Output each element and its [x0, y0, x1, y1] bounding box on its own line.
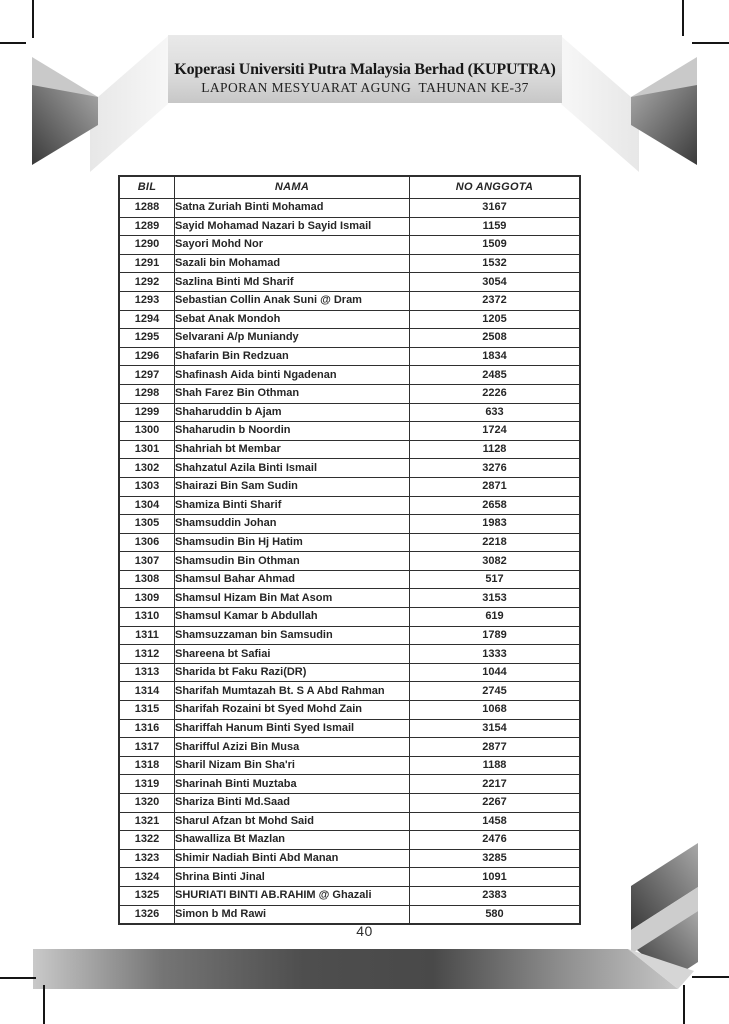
no-anggota-cell: 2508: [410, 329, 581, 348]
bil-cell: 1307: [119, 552, 175, 571]
bil-cell: 1313: [119, 663, 175, 682]
table-row: [119, 775, 580, 794]
bil-cell: 1322: [119, 831, 175, 850]
table-row: [119, 347, 580, 366]
bil-cell: 1291: [119, 254, 175, 273]
org-title: Koperasi Universiti Putra Malaysia Berhad (KUPUTRA): [174, 61, 556, 79]
nama-cell: Shamsul Hizam Bin Mat Asom: [175, 589, 410, 608]
table-row: [119, 849, 580, 868]
table-row: [119, 236, 580, 255]
table-row: [119, 422, 580, 441]
bil-cell: 1295: [119, 329, 175, 348]
no-anggota-cell: 2745: [410, 682, 581, 701]
table-row: [119, 459, 580, 478]
no-anggota-cell: 2383: [410, 886, 581, 905]
col-header-bil: BIL: [119, 176, 175, 199]
nama-cell: Shimir Nadiah Binti Abd Manan: [175, 849, 410, 868]
bil-cell: 1301: [119, 440, 175, 459]
bil-cell: 1297: [119, 366, 175, 385]
bil-cell: 1324: [119, 868, 175, 887]
table-row: [119, 794, 580, 813]
no-anggota-cell: 1834: [410, 347, 581, 366]
nama-cell: Sharul Afzan bt Mohd Said: [175, 812, 410, 831]
bil-cell: 1321: [119, 812, 175, 831]
member-table-header: [119, 176, 580, 199]
bil-cell: 1293: [119, 291, 175, 310]
col-header-nama: NAMA: [175, 176, 410, 199]
table-row: [119, 738, 580, 757]
crop-mark: [0, 977, 36, 979]
nama-cell: Sharifful Azizi Bin Musa: [175, 738, 410, 757]
nama-cell: Sebastian Collin Anak Suni @ Dram: [175, 291, 410, 310]
table-row: [119, 589, 580, 608]
bil-cell: 1303: [119, 477, 175, 496]
no-anggota-cell: 2226: [410, 384, 581, 403]
header-banner: [168, 35, 562, 103]
nama-cell: Shaharudin b Noordin: [175, 422, 410, 441]
table-row: [119, 663, 580, 682]
header-chevron-left-top: [32, 57, 98, 125]
table-row: [119, 626, 580, 645]
nama-cell: Shamsuzzaman bin Samsudin: [175, 626, 410, 645]
table-row: [119, 515, 580, 534]
nama-cell: Shairazi Bin Sam Sudin: [175, 477, 410, 496]
nama-cell: Shahriah bt Membar: [175, 440, 410, 459]
no-anggota-cell: 1205: [410, 310, 581, 329]
nama-cell: Shawalliza Bt Mazlan: [175, 831, 410, 850]
no-anggota-cell: 2658: [410, 496, 581, 515]
member-table-body: [119, 199, 580, 925]
bil-cell: 1312: [119, 645, 175, 664]
bil-cell: 1310: [119, 608, 175, 627]
table-row: [119, 552, 580, 571]
no-anggota-cell: 2218: [410, 533, 581, 552]
nama-cell: Shah Farez Bin Othman: [175, 384, 410, 403]
nama-cell: Simon b Md Rawi: [175, 905, 410, 924]
footer-band: [33, 949, 678, 989]
bil-cell: 1298: [119, 384, 175, 403]
bil-cell: 1308: [119, 570, 175, 589]
table-row: [119, 217, 580, 236]
crop-mark: [692, 976, 729, 978]
no-anggota-cell: 2476: [410, 831, 581, 850]
no-anggota-cell: 2877: [410, 738, 581, 757]
member-table: [118, 175, 581, 925]
bil-cell: 1305: [119, 515, 175, 534]
no-anggota-cell: 3153: [410, 589, 581, 608]
nama-cell: Shariffah Hanum Binti Syed Ismail: [175, 719, 410, 738]
no-anggota-cell: 580: [410, 905, 581, 924]
table-row: [119, 254, 580, 273]
bil-cell: 1319: [119, 775, 175, 794]
no-anggota-cell: 2267: [410, 794, 581, 813]
crop-mark: [43, 985, 45, 1024]
no-anggota-cell: 1789: [410, 626, 581, 645]
no-anggota-cell: 1983: [410, 515, 581, 534]
header-ribbon-left: [90, 36, 168, 172]
no-anggota-cell: 2217: [410, 775, 581, 794]
table-row: [119, 756, 580, 775]
nama-cell: Shamsul Kamar b Abdullah: [175, 608, 410, 627]
nama-cell: Shamsudin Bin Othman: [175, 552, 410, 571]
header-chevron-right-bottom: [631, 85, 697, 165]
header-chevron-right-top: [631, 57, 697, 125]
bil-cell: 1323: [119, 849, 175, 868]
nama-cell: Shamsul Bahar Ahmad: [175, 570, 410, 589]
no-anggota-cell: 2372: [410, 291, 581, 310]
crop-mark: [692, 42, 729, 44]
crop-mark: [32, 0, 34, 38]
table-row: [119, 868, 580, 887]
crop-mark: [682, 0, 684, 36]
nama-cell: Selvarani A/p Muniandy: [175, 329, 410, 348]
no-anggota-cell: 1091: [410, 868, 581, 887]
no-anggota-cell: 2871: [410, 477, 581, 496]
table-row: [119, 310, 580, 329]
table-row: [119, 533, 580, 552]
nama-cell: Sayori Mohd Nor: [175, 236, 410, 255]
bil-cell: 1325: [119, 886, 175, 905]
crop-mark: [683, 985, 685, 1024]
nama-cell: Shariza Binti Md.Saad: [175, 794, 410, 813]
table-row: [119, 570, 580, 589]
nama-cell: Shamsuddin Johan: [175, 515, 410, 534]
table-row: [119, 403, 580, 422]
footer-fold-upper: [631, 843, 698, 930]
nama-cell: Shafarin Bin Redzuan: [175, 347, 410, 366]
table-row: [119, 366, 580, 385]
no-anggota-cell: 1458: [410, 812, 581, 831]
bil-cell: 1317: [119, 738, 175, 757]
footer-fold-light: [631, 887, 698, 954]
bil-cell: 1304: [119, 496, 175, 515]
table-row: [119, 496, 580, 515]
bil-cell: 1320: [119, 794, 175, 813]
nama-cell: Sharifah Rozaini bt Syed Mohd Zain: [175, 701, 410, 720]
no-anggota-cell: 1333: [410, 645, 581, 664]
bil-cell: 1290: [119, 236, 175, 255]
table-row: [119, 329, 580, 348]
no-anggota-cell: 3167: [410, 199, 581, 218]
no-anggota-cell: 1509: [410, 236, 581, 255]
nama-cell: Sharil Nizam Bin Sha'ri: [175, 756, 410, 775]
table-row: [119, 719, 580, 738]
nama-cell: Sazlina Binti Md Sharif: [175, 273, 410, 292]
report-subtitle: LAPORAN MESYUARAT AGUNG TAHUNAN KE-37: [201, 79, 529, 95]
header-ribbon-right: [561, 36, 639, 172]
bil-cell: 1302: [119, 459, 175, 478]
no-anggota-cell: 1068: [410, 701, 581, 720]
no-anggota-cell: 619: [410, 608, 581, 627]
col-header-no-anggota: NO ANGGOTA: [410, 176, 581, 199]
table-row: [119, 701, 580, 720]
nama-cell: Sayid Mohamad Nazari b Sayid Ismail: [175, 217, 410, 236]
nama-cell: Shahzatul Azila Binti Ismail: [175, 459, 410, 478]
no-anggota-cell: 3276: [410, 459, 581, 478]
no-anggota-cell: 1044: [410, 663, 581, 682]
bil-cell: 1309: [119, 589, 175, 608]
bil-cell: 1318: [119, 756, 175, 775]
nama-cell: Shareena bt Safiai: [175, 645, 410, 664]
nama-cell: Sharida bt Faku Razi(DR): [175, 663, 410, 682]
table-row: [119, 273, 580, 292]
table-row: [119, 440, 580, 459]
no-anggota-cell: 1724: [410, 422, 581, 441]
crop-mark: [0, 42, 26, 44]
header-chevron-left-bottom: [32, 85, 98, 165]
bil-cell: 1299: [119, 403, 175, 422]
bil-cell: 1314: [119, 682, 175, 701]
table-row: [119, 682, 580, 701]
nama-cell: Sharifah Mumtazah Bt. S A Abd Rahman: [175, 682, 410, 701]
bil-cell: 1296: [119, 347, 175, 366]
table-row: [119, 608, 580, 627]
bil-cell: 1306: [119, 533, 175, 552]
no-anggota-cell: 517: [410, 570, 581, 589]
bil-cell: 1288: [119, 199, 175, 218]
bil-cell: 1300: [119, 422, 175, 441]
nama-cell: Shamsudin Bin Hj Hatim: [175, 533, 410, 552]
table-row: [119, 384, 580, 403]
no-anggota-cell: 2485: [410, 366, 581, 385]
footer-band-tip: [628, 949, 694, 989]
table-row: [119, 886, 580, 905]
table-row: [119, 905, 580, 924]
no-anggota-cell: 1532: [410, 254, 581, 273]
page-number: 40: [356, 923, 373, 939]
header-row: [119, 176, 580, 199]
no-anggota-cell: 1159: [410, 217, 581, 236]
table-row: [119, 477, 580, 496]
no-anggota-cell: 3154: [410, 719, 581, 738]
nama-cell: Shrina Binti Jinal: [175, 868, 410, 887]
nama-cell: SHURIATI BINTI AB.RAHIM @ Ghazali: [175, 886, 410, 905]
table-row: [119, 645, 580, 664]
table-row: [119, 812, 580, 831]
nama-cell: Satna Zuriah Binti Mohamad: [175, 199, 410, 218]
nama-cell: Shaharuddin b Ajam: [175, 403, 410, 422]
bil-cell: 1294: [119, 310, 175, 329]
bil-cell: 1326: [119, 905, 175, 924]
bil-cell: 1292: [119, 273, 175, 292]
nama-cell: Sebat Anak Mondoh: [175, 310, 410, 329]
no-anggota-cell: 633: [410, 403, 581, 422]
table-row: [119, 291, 580, 310]
bil-cell: 1311: [119, 626, 175, 645]
bil-cell: 1315: [119, 701, 175, 720]
table-row: [119, 199, 580, 218]
no-anggota-cell: 3082: [410, 552, 581, 571]
bil-cell: 1316: [119, 719, 175, 738]
no-anggota-cell: 3285: [410, 849, 581, 868]
nama-cell: Shafinash Aida binti Ngadenan: [175, 366, 410, 385]
nama-cell: Sazali bin Mohamad: [175, 254, 410, 273]
bil-cell: 1289: [119, 217, 175, 236]
nama-cell: Shamiza Binti Sharif: [175, 496, 410, 515]
no-anggota-cell: 1188: [410, 756, 581, 775]
no-anggota-cell: 1128: [410, 440, 581, 459]
footer-fold-lower: [637, 911, 698, 979]
nama-cell: Sharinah Binti Muztaba: [175, 775, 410, 794]
no-anggota-cell: 3054: [410, 273, 581, 292]
table-row: [119, 831, 580, 850]
